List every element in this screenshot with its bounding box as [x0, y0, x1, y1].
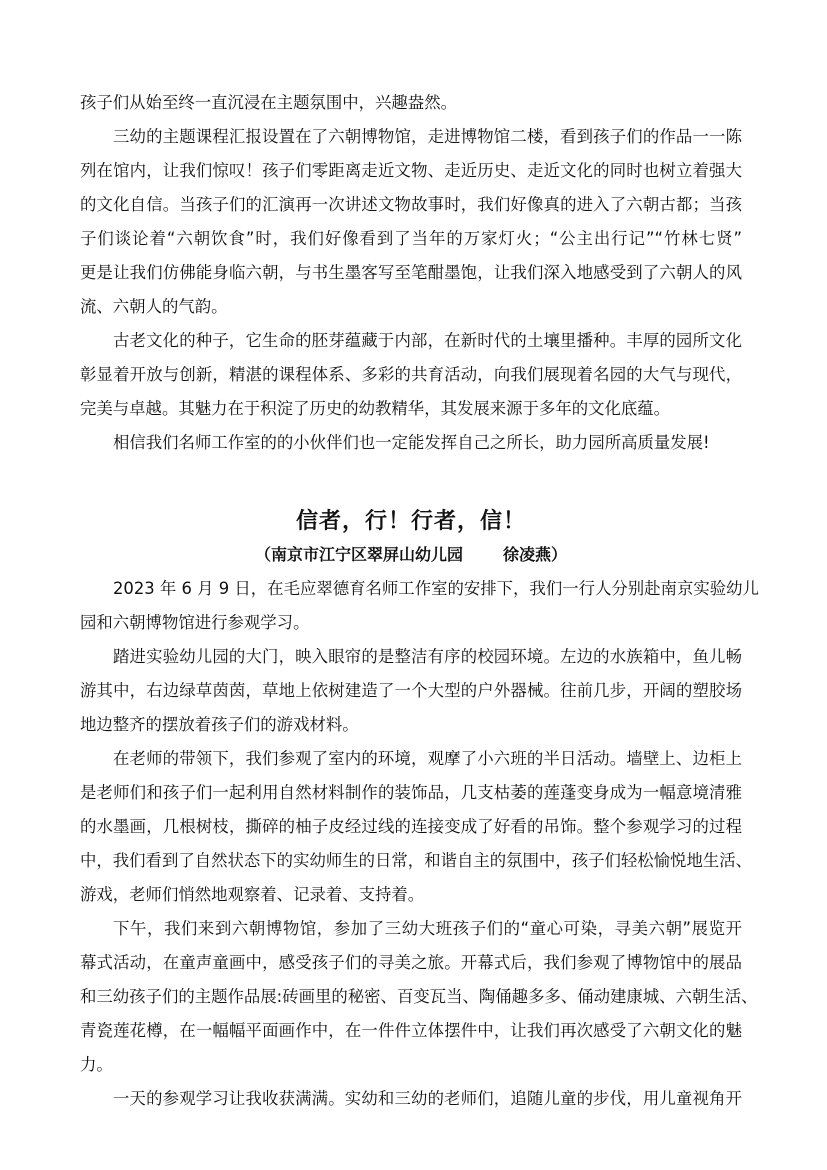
text-line: 的文化自信。当孩子们的汇演再一次讲述文物故事时，我们好像真的进入了六朝古都；当孩: [80, 195, 742, 214]
text-line: 游其中，右边绿草茵茵，草地上依树建造了一个大型的户外器械。往前几步，开阔的塑胶场: [80, 681, 742, 700]
article-body: [80, 572, 759, 1116]
paragraph: [80, 324, 742, 426]
text-line: 青瓷莲花樽，在一幅幅平面画作中，在一件件立体摆件中，让我们再次感受了六朝文化的魅: [80, 1021, 742, 1040]
text-line: 力。: [80, 1055, 113, 1074]
text-line: 和三幼孩子们的主题作品展:砖画里的秘密、百变瓦当、陶俑趣多多、俑动建康城、六朝生活、: [80, 987, 758, 1006]
author-organization: （南京市江宁区翠屏山幼儿园: [254, 545, 463, 564]
text-line: 列在馆内，让我们惊叹！孩子们零距离走近文物、走近历史、走近文化的同时也树立着强大: [80, 161, 742, 180]
text-line: 是老师们和孩子们一起利用自然材料制作的装饰品，几支枯萎的莲蓬变身成为一幅意境清雅: [80, 783, 742, 802]
text-line: 游戏，老师们悄然地观察着、记录着、支持着。: [80, 885, 425, 904]
text-line: 下午，我们来到六朝博物馆，参加了三幼大班孩子们的“童心可染，寻美六朝”展览开: [113, 919, 742, 938]
text-line: 相信我们名师工作室的的小伙伴们也一定能发挥自己之所长，助力园所高质量发展!: [113, 433, 710, 452]
text-line: 更是让我们仿佛能身临六朝，与书生墨客写至笔酣墨饱，让我们深入地感受到了六朝人的风: [80, 263, 742, 282]
text-line: 地边整齐的摆放着孩子们的游戏材料。: [80, 715, 359, 734]
paragraph: [80, 572, 759, 640]
text-line: 孩子们从始至终一直沉浸在主题氛围中，兴趣盎然。: [80, 93, 457, 112]
text-line: 园和六朝博物馆进行参观学习。: [80, 613, 310, 632]
article-title: 信者，行！行者，信！: [295, 509, 526, 534]
text-line: 古老文化的种子，它生命的胚芽蕴藏于内部，在新时代的土壤里播种。丰厚的园所文化: [113, 331, 742, 350]
paragraph: [80, 912, 758, 1082]
section-previous-article: [80, 86, 742, 460]
text-line: 一天的参观学习让我收获满满。实幼和三幼的老师们，追随儿童的步伐，用儿童视角开: [113, 1089, 742, 1108]
text-line: 踏进实验幼儿园的大门，映入眼帘的是整洁有序的校园环境。左边的水族箱中，鱼儿畅: [113, 647, 742, 666]
paragraph: [80, 640, 742, 742]
text-line: 中，我们看到了自然状态下的实幼师生的日常，和谐自主的氛围中，孩子们轻松愉悦地生活、: [80, 851, 753, 870]
paragraph: [80, 1082, 742, 1116]
article-byline: [80, 542, 742, 572]
text-line: 的水墨画，几根树枝，撕碎的柚子皮经过线的连接变成了好看的吊饰。整个参观学习的过程: [80, 817, 742, 836]
text-line: 彰显着开放与创新，精湛的课程体系、多彩的共育活动，向我们展现着名园的大气与现代，: [80, 365, 742, 384]
text-line: 子们谈论着“六朝饮食”时，我们好像看到了当年的万家灯火；“公主出行记”“竹林七贤”: [80, 229, 742, 248]
text-line: 2023 年 6 月 9 日，在毛应翠德育名师工作室的安排下，我们一行人分别赴南京实验幼儿: [113, 579, 759, 598]
text-line: 完美与卓越。其魅力在于积淀了历史的幼教精华，其发展来源于多年的文化底蕴。: [80, 399, 671, 418]
text-line: 流、六朝人的气韵。: [80, 297, 228, 316]
paragraph: [80, 86, 742, 120]
paragraph: [80, 742, 753, 912]
paragraph: [80, 120, 742, 324]
paragraph: [80, 426, 742, 460]
text-line: 幕式活动，在童声童画中，感受孩子们的寻美之旅。开幕式后，我们参观了博物馆中的展品: [80, 953, 742, 972]
document-page: [80, 86, 759, 1116]
text-line: 在老师的带领下，我们参观了室内的环境，观摩了小六班的半日活动。墙壁上、边柜上: [113, 749, 742, 768]
author-name: 徐凌燕）: [503, 545, 568, 564]
text-line: 三幼的主题课程汇报设置在了六朝博物馆，走进博物馆二楼，看到孩子们的作品一一陈: [113, 127, 742, 146]
